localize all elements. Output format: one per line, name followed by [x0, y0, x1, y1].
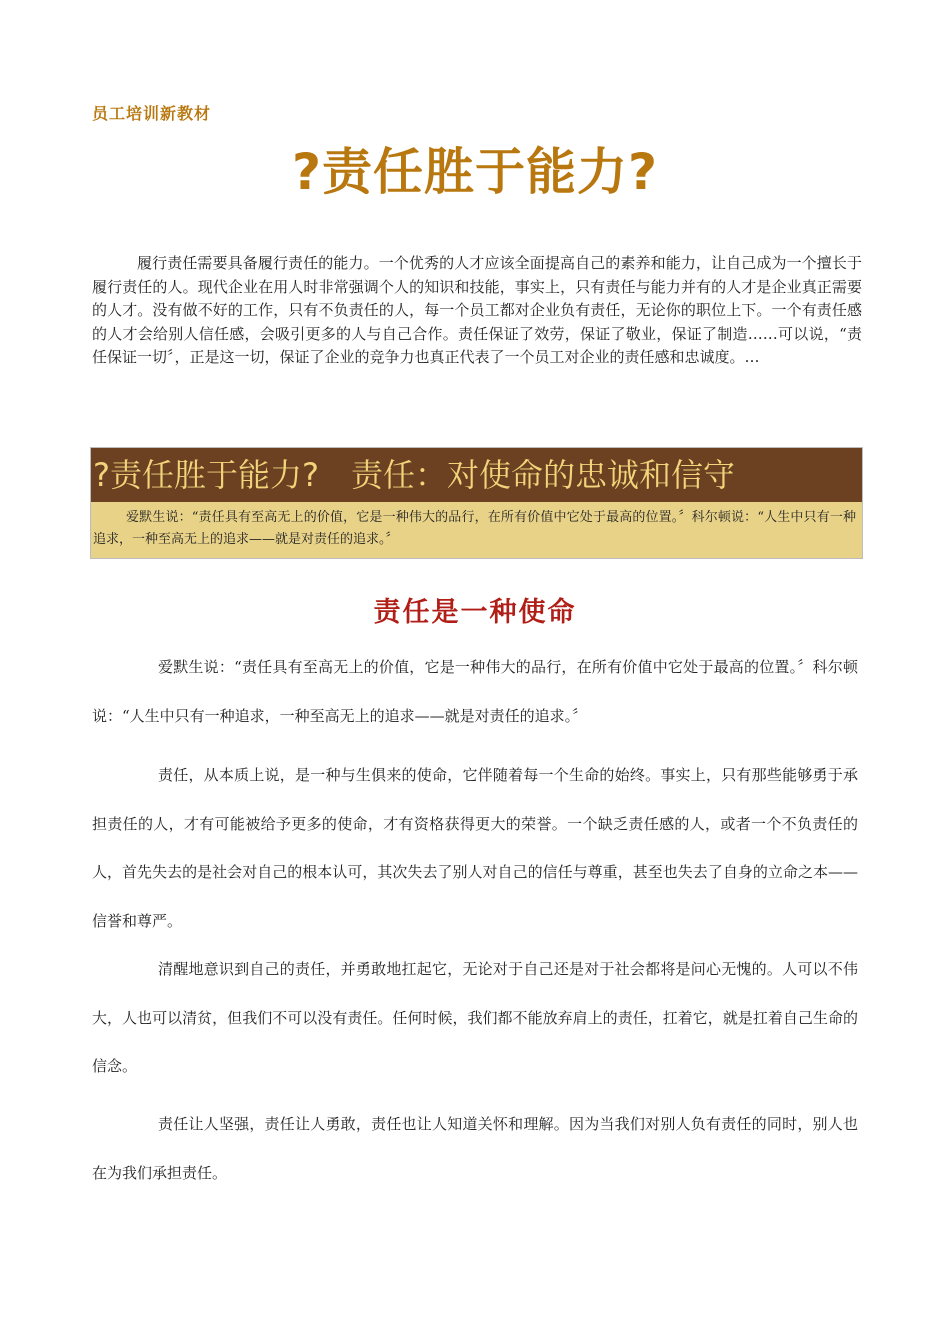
body-paragraph-2: 责任，从本质上说，是一种与生俱来的使命，它伴随着每一个生命的始终。事实上，只有那些能够勇于承担责任的人，才有可能被给予更多的使命，才有资格获得更大的荣誉。一个缺乏责任感的人，或者一个不负责任的人，首先失去的是社会对自己的根本认可，其次失去了别人对自己的信任与尊重，甚至也失去了自身的立命之本——信誉和尊严。	[92, 766, 858, 930]
intro-paragraph: 履行责任需要具备履行责任的能力。一个优秀的人才应该全面提高自己的素养和能力，让自己成为一个擅长于履行责任的人。现代企业在用人时非常强调个人的知识和技能，事实上，只有责任与能力并有的人才是企业真正需要的人才。没有做不好的工作，只有不负责任的人，每一个员工都对企业负有责任，无论你的职位上下。一个有责任感的人才会给别人信任感，会吸引更多的人与自己合作。责任保证了效劳，保证了敬业，保证了制造……可以说，“责任保证一切〞，正是这一切，保证了企业的竞争力也真正代表了一个员工对企业的责任感和忠诚度。…	[92, 254, 862, 366]
banner-title: ?责任胜于能力? 责任：对使命的忠诚和信守	[91, 448, 862, 502]
body-paragraph-4: 责任让人坚强，责任让人勇敢，责任也让人知道关怀和理解。因为当我们对别人负有责任的同时，别人也在为我们承担责任。	[92, 1115, 858, 1182]
page-title: ?责任胜于能力?	[291, 143, 658, 201]
body-paragraph-3: 清醒地意识到自己的责任，并勇敢地扛起它，无论对于自己还是对于社会都将是问心无愧的。人可以不伟大，人也可以清贫，但我们不可以没有责任。任何时候，我们都不能放弃肩上的责任，扛着它，就是扛着自己生命的信念。	[92, 960, 858, 1075]
document-label: 员工培训新教材	[92, 104, 212, 123]
section-title: 责任是一种使命	[373, 597, 577, 628]
body-paragraph-1: 爱默生说：“责任具有至高无上的价值，它是一种伟大的品行，在所有价值中它处于最高的位置。〞科尔顿说：“人生中只有一种追求，一种至高无上的追求——就是对责任的追求。〞	[92, 658, 858, 725]
chapter-banner	[90, 447, 863, 559]
banner-quote: 爱默生说：“责任具有至高无上的价值，它是一种伟大的品行，在所有价值中它处于最高的位置。〞科尔顿说：“人生中只有一种追求，一种至高无上的追求——就是对责任的追求。〞	[91, 502, 862, 558]
